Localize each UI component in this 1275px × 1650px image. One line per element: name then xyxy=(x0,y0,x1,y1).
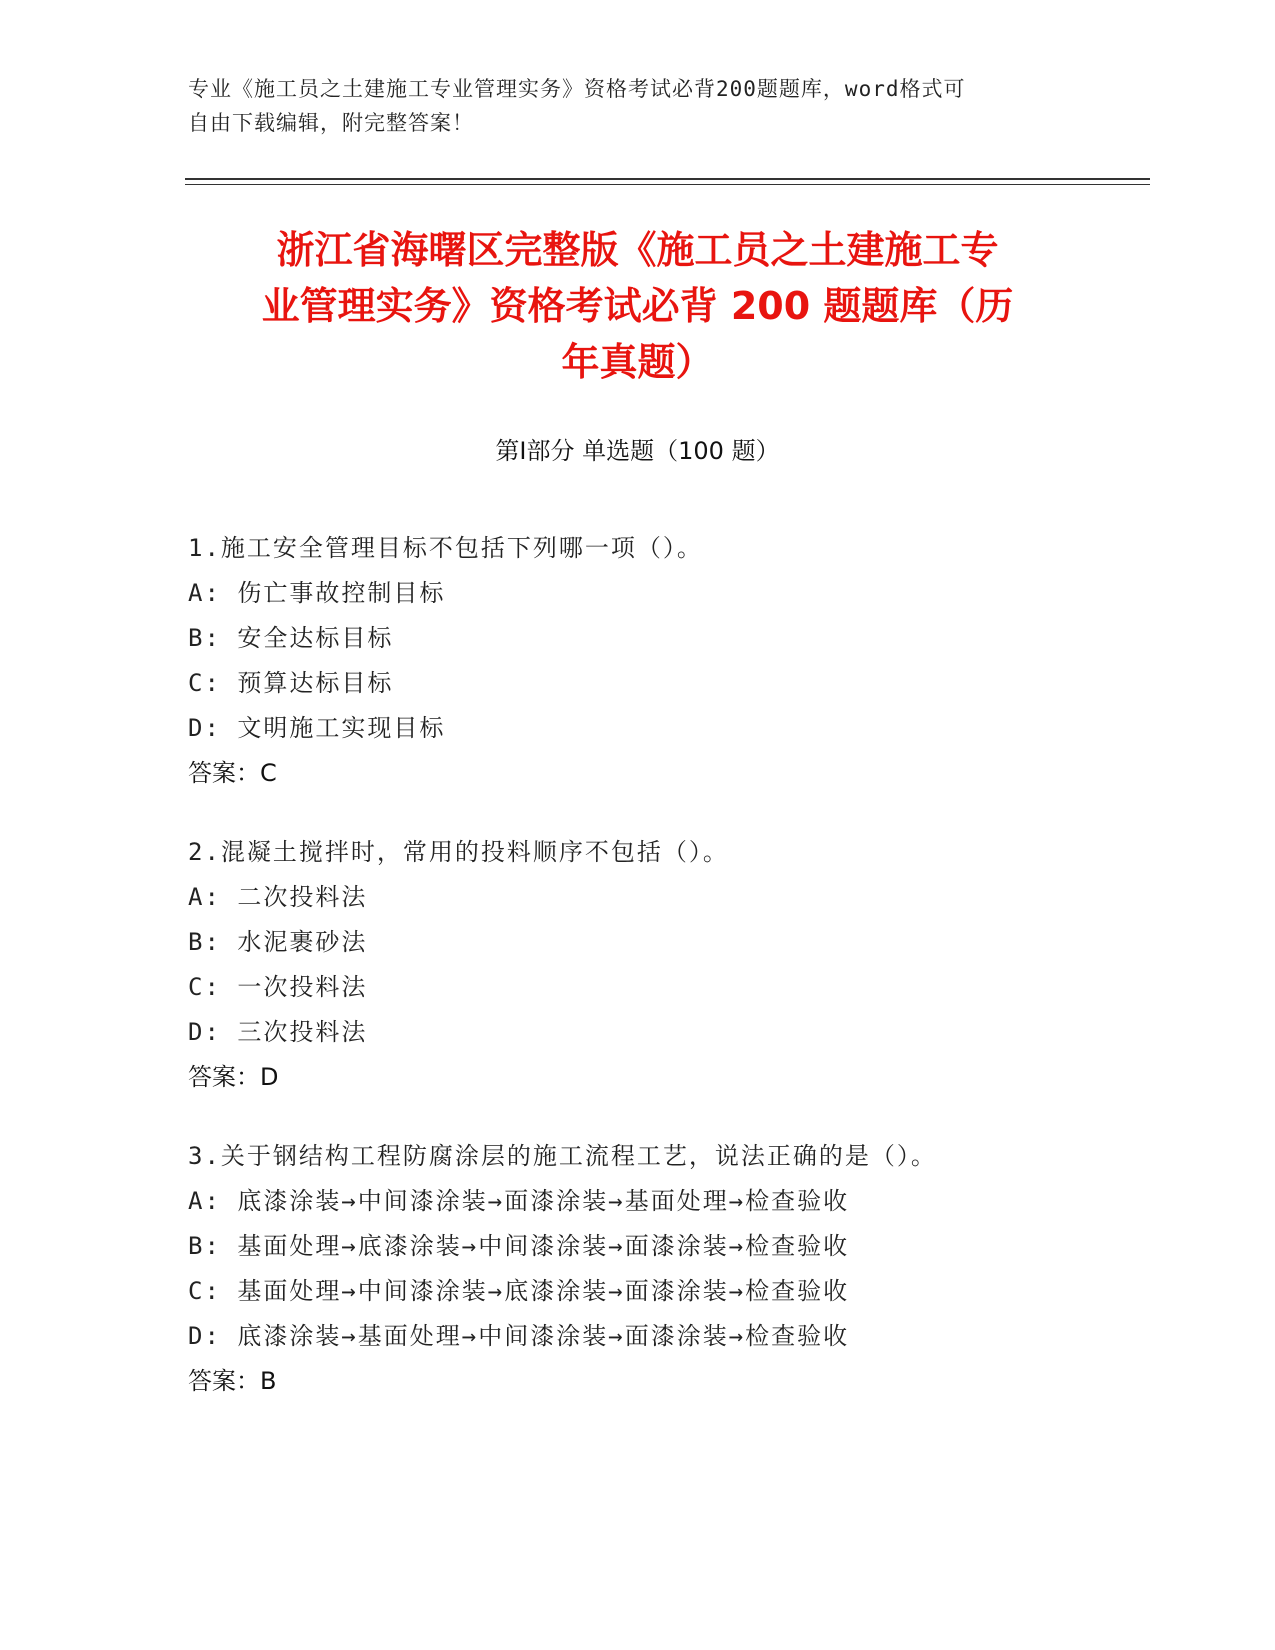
answer: 答案：D xyxy=(188,1063,279,1091)
option-b: B: 安全达标目标 xyxy=(188,624,394,652)
header-divider-thin xyxy=(185,184,1150,185)
question-list xyxy=(188,526,1188,1438)
option-a: A: 伤亡事故控制目标 xyxy=(188,579,446,607)
question-stem: 2.混凝土搅拌时，常用的投料顺序不包括（）。 xyxy=(188,838,729,866)
question-2 xyxy=(188,830,1188,1100)
header-note-line: 自由下载编辑，附完整答案！ xyxy=(188,111,474,135)
question-1 xyxy=(188,526,1188,796)
option-b: B: 水泥裹砂法 xyxy=(188,928,368,956)
option-d: D: 底漆涂装→基面处理→中间漆涂装→面漆涂装→检查验收 xyxy=(188,1322,850,1350)
option-c: C: 预算达标目标 xyxy=(188,669,394,697)
document-title xyxy=(170,222,1105,390)
question-stem: 3.关于钢结构工程防腐涂层的施工流程工艺，说法正确的是（）。 xyxy=(188,1142,937,1170)
title-line: 业管理实务》资格考试必背 200 题题库（历 xyxy=(261,284,1014,328)
option-c: C: 一次投料法 xyxy=(188,973,368,1001)
question-stem: 1.施工安全管理目标不包括下列哪一项（）。 xyxy=(188,534,703,562)
option-c: C: 基面处理→中间漆涂装→底漆涂装→面漆涂装→检查验收 xyxy=(188,1277,850,1305)
option-d: D: 三次投料法 xyxy=(188,1018,368,1046)
section-title: 第Ⅰ部分 单选题（100 题） xyxy=(495,437,780,465)
question-3 xyxy=(188,1134,1188,1404)
option-a: A: 底漆涂装→中间漆涂装→面漆涂装→基面处理→检查验收 xyxy=(188,1187,850,1215)
title-line: 浙江省海曙区完整版《施工员之土建施工专 xyxy=(276,228,999,272)
option-d: D: 文明施工实现目标 xyxy=(188,714,446,742)
title-line: 年真题） xyxy=(561,340,714,384)
header-note xyxy=(188,72,1068,140)
option-a: A: 二次投料法 xyxy=(188,883,368,911)
answer: 答案：C xyxy=(188,759,277,787)
header-note-line: 专业《施工员之土建施工专业管理实务》资格考试必背200题题库，word格式可 xyxy=(188,77,966,101)
answer: 答案：B xyxy=(188,1367,277,1395)
option-b: B: 基面处理→底漆涂装→中间漆涂装→面漆涂装→检查验收 xyxy=(188,1232,850,1260)
header-divider xyxy=(185,178,1150,180)
